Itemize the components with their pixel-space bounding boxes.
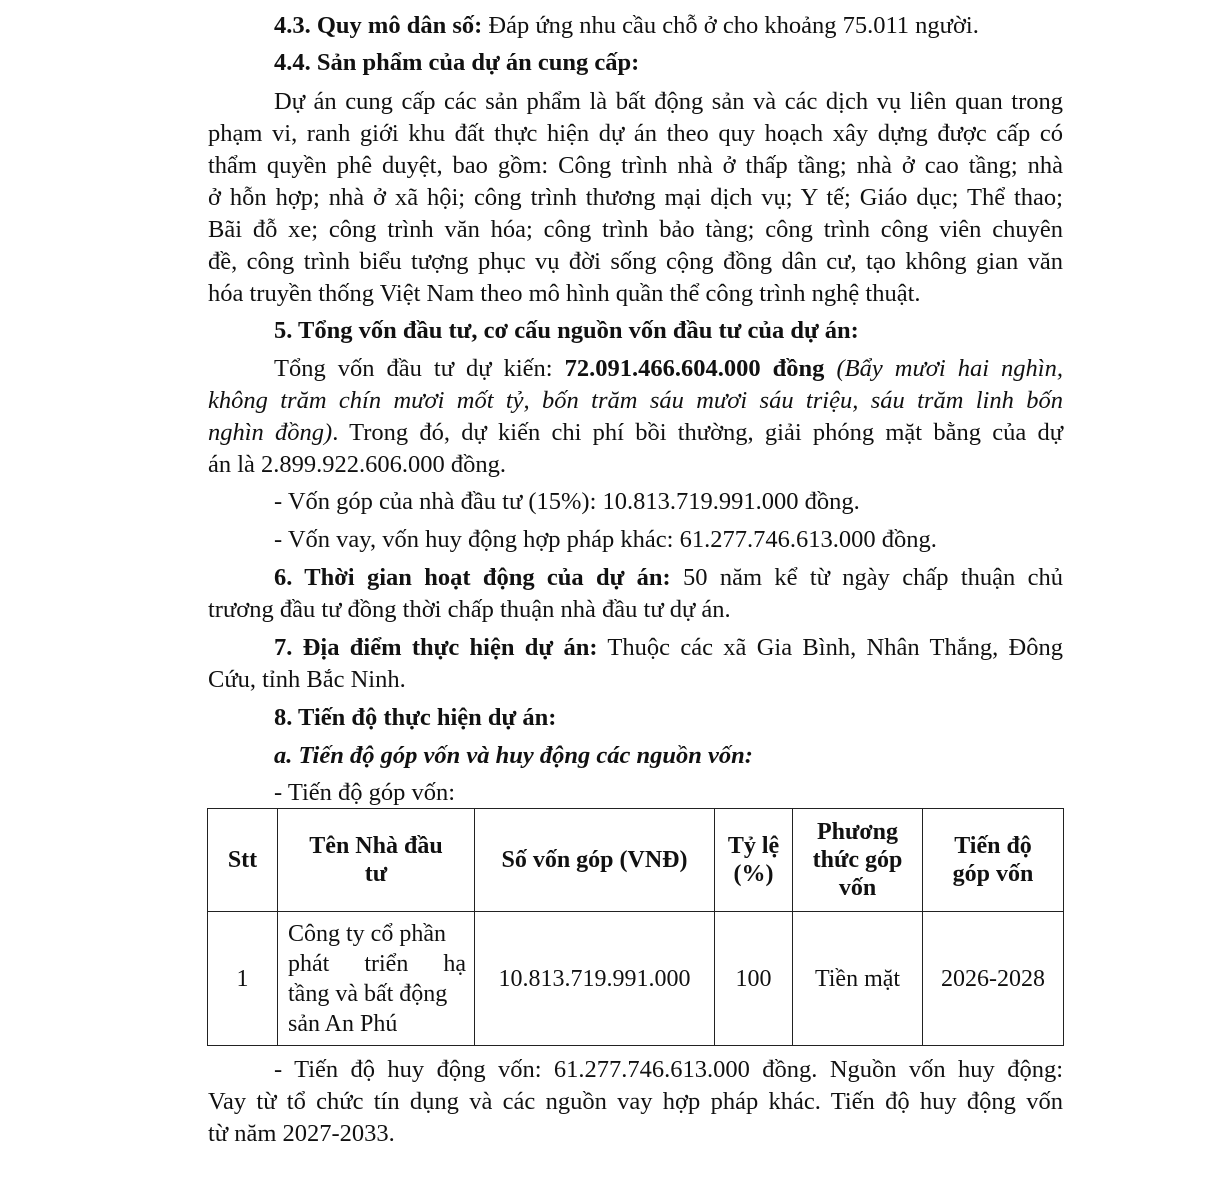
cell-amount: 10.813.719.991.000 bbox=[475, 912, 715, 1046]
section-7-heading: 7. Địa điểm thực hiện dự án: bbox=[274, 634, 598, 661]
header-line: vốn bbox=[838, 875, 877, 901]
total-investment-words-line: không trăm chín mươi mốt tỷ, bốn trăm sáu mươi sáu triệu, sáu trăm linh bốn bbox=[208, 387, 1063, 414]
investor-name-line: phát triển hạ bbox=[288, 950, 466, 977]
section-7-text: Thuộc các xã Gia Bình, Nhân Thắng, Đông bbox=[597, 634, 1063, 661]
total-investment-amount: 72.091.466.604.000 đồng bbox=[564, 355, 825, 382]
contribution-progress-label: - Tiến độ góp vốn: bbox=[274, 779, 456, 806]
header-line: (%) bbox=[733, 861, 774, 887]
cell-progress: 2026-2028 bbox=[923, 912, 1064, 1046]
header-line: góp vốn bbox=[952, 861, 1034, 887]
section-4-3-text: Đáp ứng nhu cầu chỗ ở cho khoảng 75.011 người. bbox=[482, 12, 979, 39]
cell-ratio: 100 bbox=[715, 912, 793, 1046]
cell-stt: 1 bbox=[208, 912, 278, 1046]
section-7-line-2: Cứu, tỉnh Bắc Ninh. bbox=[208, 666, 406, 693]
paragraph-line: thẩm quyền phê duyệt, bao gồm: Công trình nhà ở thấp tầng; nhà ở cao tầng; nhà bbox=[208, 152, 1063, 179]
paragraph-line: đề, công trình biểu tượng phục vụ đời sống cộng đồng dân cư, tạo không gian văn bbox=[208, 248, 1063, 275]
header-line: tư bbox=[364, 861, 388, 887]
table-header-row bbox=[208, 809, 1064, 912]
section-8-heading: 8. Tiến độ thực hiện dự án: bbox=[274, 704, 557, 731]
cell-investor-name bbox=[278, 912, 475, 1046]
section-4-3 bbox=[274, 10, 979, 42]
total-investment-words: (Bẩy mươi hai nghìn, bbox=[824, 355, 1063, 382]
section-6-text: 50 năm kể từ ngày chấp thuận chủ bbox=[670, 564, 1063, 591]
header-line: Tiến độ bbox=[954, 833, 1032, 859]
total-investment-line bbox=[274, 353, 1063, 385]
cell-method: Tiền mặt bbox=[793, 912, 923, 1046]
section-5-heading: 5. Tổng vốn đầu tư, cơ cấu nguồn vốn đầu tư của dự án: bbox=[274, 317, 859, 344]
investor-name-line: tầng và bất động bbox=[288, 980, 448, 1007]
header-ratio bbox=[715, 809, 793, 912]
paragraph-line: hóa truyền thống Việt Nam theo mô hình quần thể công trình nghệ thuật. bbox=[208, 280, 921, 307]
section-6-line-1 bbox=[274, 562, 1063, 594]
header-progress bbox=[923, 809, 1064, 912]
section-6-line-2: trương đầu tư đồng thời chấp thuận nhà đầu tư dự án. bbox=[208, 596, 731, 623]
header-line: thức góp bbox=[812, 847, 903, 873]
mobilization-line-2: Vay từ tổ chức tín dụng và các nguồn vay hợp pháp khác. Tiến độ huy động vốn bbox=[208, 1088, 1063, 1115]
header-investor-name bbox=[278, 809, 475, 912]
header-line: Tỷ lệ bbox=[727, 833, 780, 859]
section-7-line-1 bbox=[274, 632, 1063, 664]
header-amount: Số vốn góp (VNĐ) bbox=[475, 809, 715, 912]
total-investment-line-3 bbox=[208, 417, 1063, 449]
paragraph-line: ở hỗn hợp; nhà ở xã hội; công trình thương mại dịch vụ; Y tế; Giáo dục; Thể thao; bbox=[208, 184, 1063, 211]
header-method bbox=[793, 809, 923, 912]
total-investment-prefix: Tổng vốn đầu tư dự kiến: bbox=[274, 355, 565, 382]
section-4-4-heading: 4.4. Sản phẩm của dự án cung cấp: bbox=[274, 49, 640, 76]
paragraph-line: phạm vi, ranh giới khu đất thực hiện dự án theo quy hoạch xây dựng được cấp có bbox=[208, 120, 1063, 147]
header-line: Tên Nhà đầu bbox=[309, 833, 443, 859]
header-line: Phương bbox=[816, 819, 899, 845]
loan-line: - Vốn vay, vốn huy động hợp pháp khác: 61.277.746.613.000 đồng. bbox=[274, 526, 937, 553]
paragraph-line: Dự án cung cấp các sản phẩm là bất động sản và các dịch vụ liên quan trong bbox=[274, 88, 1063, 115]
header-stt: Stt bbox=[208, 809, 278, 912]
investor-name-line: Công ty cổ phần bbox=[288, 920, 446, 947]
investor-name-line: sản An Phú bbox=[288, 1010, 398, 1037]
contribution-table bbox=[207, 808, 1064, 1046]
table-row bbox=[208, 912, 1064, 1046]
section-8a-heading: a. Tiến độ góp vốn và huy động các nguồn vốn: bbox=[274, 742, 753, 769]
mobilization-line-3: từ năm 2027-2033. bbox=[208, 1120, 395, 1147]
section-4-3-heading: 4.3. Quy mô dân số: bbox=[274, 12, 483, 39]
total-investment-words-end: nghìn đồng) bbox=[208, 419, 333, 446]
section-6-heading: 6. Thời gian hoạt động của dự án: bbox=[274, 564, 671, 591]
paragraph-line: Bãi đỗ xe; công trình văn hóa; công trình bảo tàng; công trình công viên chuyên bbox=[208, 216, 1063, 243]
compensation-cost-text: . Trong đó, dự kiến chi phí bồi thường, giải phóng mặt bằng của dự bbox=[332, 419, 1064, 446]
compensation-cost-line: án là 2.899.922.606.000 đồng. bbox=[208, 451, 507, 478]
equity-line: - Vốn góp của nhà đầu tư (15%): 10.813.719.991.000 đồng. bbox=[274, 488, 860, 515]
mobilization-line-1: - Tiến độ huy động vốn: 61.277.746.613.000 đồng. Nguồn vốn huy động: bbox=[274, 1056, 1063, 1083]
